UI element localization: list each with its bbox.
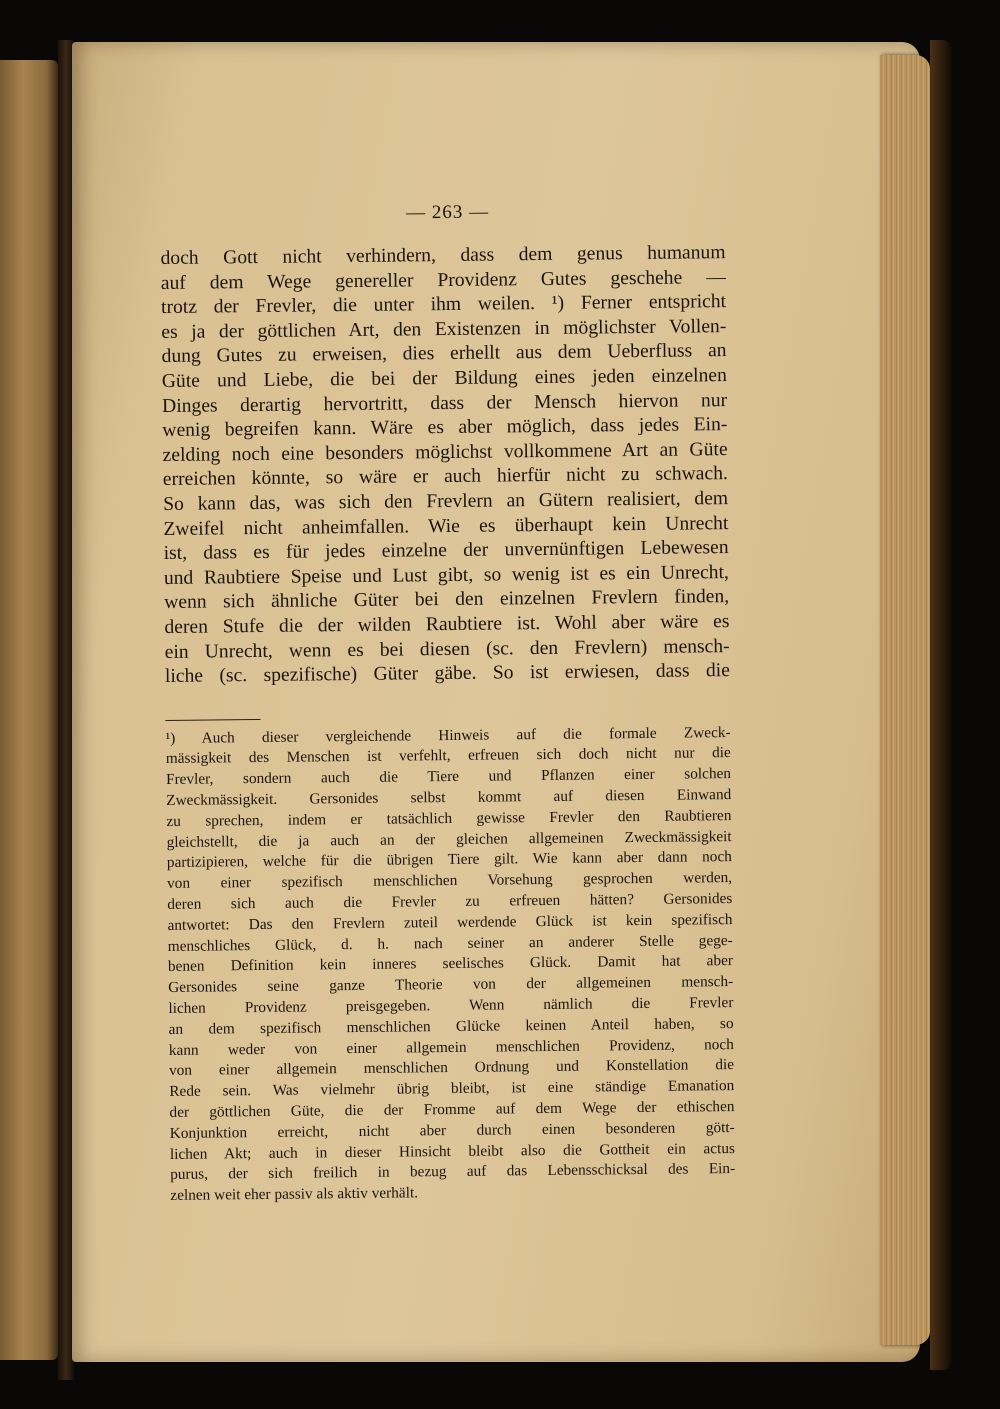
footnote-line: partizipieren, welche für die übrigen Tiere gilt. Wie kann aber dann noch bbox=[166, 848, 732, 872]
body-line: es ja der göttlichen Art, den Existenzen in möglichster Vollen- bbox=[161, 315, 727, 343]
body-line: trotz der Frevler, die unter ihm weilen. ¹) Ferner entspricht bbox=[160, 291, 727, 319]
footnote-line: Rede sein. Was vielmehr übrig bleibt, ist eine ständige Emanation bbox=[169, 1077, 735, 1101]
page-stack-edge bbox=[880, 55, 930, 1345]
body-line: So kann das, was sich den Frevlern an Gütern realisiert, dem bbox=[163, 488, 729, 515]
footnote-line: ¹) Auch dieser vergleichende Hinweis auf die formale Zweck- bbox=[165, 723, 731, 747]
body-line: wenn sich ähnliche Güter bei den einzelnen Frevlern finden, bbox=[164, 586, 730, 614]
body-text bbox=[160, 241, 730, 690]
page-number: — 263 — bbox=[405, 201, 490, 224]
body-line: ein Unrecht, wenn es bei diesen (sc. den Frevlern) mensch- bbox=[164, 635, 730, 663]
footnote-line: Konjunktion erreicht, nicht aber durch einen besonderen gött- bbox=[169, 1118, 735, 1142]
footnote-line: Gersonides seine ganze Theorie von der allgemeinen mensch- bbox=[168, 973, 734, 997]
footnote-line: zelnen weit eher passiv als aktiv verhält. bbox=[170, 1184, 419, 1205]
cover-edge bbox=[930, 40, 952, 1370]
body-line: liche (sc. spezifische) Güter gäbe. So ist erwiesen, dass die bbox=[164, 660, 731, 688]
footnote bbox=[165, 723, 735, 1207]
footnote-line: gleichstellt, die ja auch an der gleichen allgemeinen Zweckmässigkeit bbox=[166, 827, 732, 851]
footnote-line: der göttlichen Güte, die der Fromme auf dem Wege der ethischen bbox=[169, 1098, 735, 1121]
footnote-line: purus, der sich freilich in bezug auf das Lebensschicksal des Ein- bbox=[170, 1160, 736, 1184]
body-line: erreichen könnte, so wäre er auch hierfür nicht zu schwach. bbox=[162, 463, 728, 491]
footnote-line: an dem spezifisch menschlichen Glücke keinen Anteil haben, so bbox=[168, 1014, 734, 1038]
footnote-line: deren sich auch die Frevler zu erfreuen hätten? Gersonides bbox=[167, 890, 733, 914]
footnote-line: von einer allgemein menschlichen Ordnung und Konstellation die bbox=[168, 1056, 735, 1080]
footnote-line: zu sprechen, indem er tatsächlich gewisse Frevler den Raubtieren bbox=[166, 806, 732, 830]
footnote-line: mässigkeit des Menschen ist verfehlt, erfreuen sich doch nicht nur die bbox=[165, 744, 731, 768]
footnote-line: lichen Providenz preisgegeben. Wenn nämlich die Frevler bbox=[168, 994, 734, 1018]
footnote-line: menschliches Glück, d. h. nach seiner an anderer Stelle gege- bbox=[167, 931, 733, 955]
footnote-line: Zweckmässigkeit. Gersonides selbst kommt auf diesen Einwand bbox=[166, 786, 732, 810]
body-line: deren Stufe die der wilden Raubtiere ist. Wohl aber wäre es bbox=[164, 610, 730, 638]
body-line: zelding noch eine besonders möglichst vollkommene Art an Güte bbox=[162, 438, 728, 466]
body-line: und Raubtiere Speise und Lust gibt, so wenig ist es ein Unrecht, bbox=[163, 561, 729, 589]
left-page-edge bbox=[0, 60, 58, 1360]
footnote-line: lichen Akt; auch in dieser Hinsicht bleibt also die Gottheit ein actus bbox=[169, 1139, 735, 1163]
body-line: Zweifel nicht anheimfallen. Wie es überhaupt kein Unrecht bbox=[163, 512, 729, 540]
footnote-line: antwortet: Das den Frevlern zuteil werdende Glück ist kein spezifisch bbox=[167, 910, 733, 934]
footnote-line: von einer spezifisch menschlichen Vorsehung gesprochen werden, bbox=[167, 869, 733, 893]
body-line: Dinges derartig hervortritt, dass der Mensch hiervon nur bbox=[161, 389, 728, 417]
footnote-line: kann weder von einer allgemein menschlichen Providenz, noch bbox=[168, 1035, 734, 1059]
body-line: doch Gott nicht verhindern, dass dem genus humanum bbox=[160, 242, 726, 269]
page-content bbox=[160, 199, 735, 1207]
footnote-divider bbox=[165, 719, 260, 721]
body-line: wenig begreifen kann. Wäre es aber möglich, dass jedes Ein- bbox=[162, 414, 728, 442]
footnote-line: Frevler, sondern auch die Tiere und Pflanzen einer solchen bbox=[165, 765, 732, 789]
footnote-line: benen Definition kein inneres seelisches Glück. Damit hat aber bbox=[167, 952, 734, 976]
body-line: ist, dass es für jedes einzelne der unvernünftigen Lebewesen bbox=[163, 537, 729, 565]
body-line: auf dem Wege genereller Providenz Gutes geschehe — bbox=[160, 266, 726, 294]
body-line: dung Gutes zu erweisen, dies erhellt aus dem Ueberfluss an bbox=[161, 340, 727, 368]
body-line: Güte und Liebe, die bei der Bildung eines jeden einzelnen bbox=[161, 365, 727, 392]
